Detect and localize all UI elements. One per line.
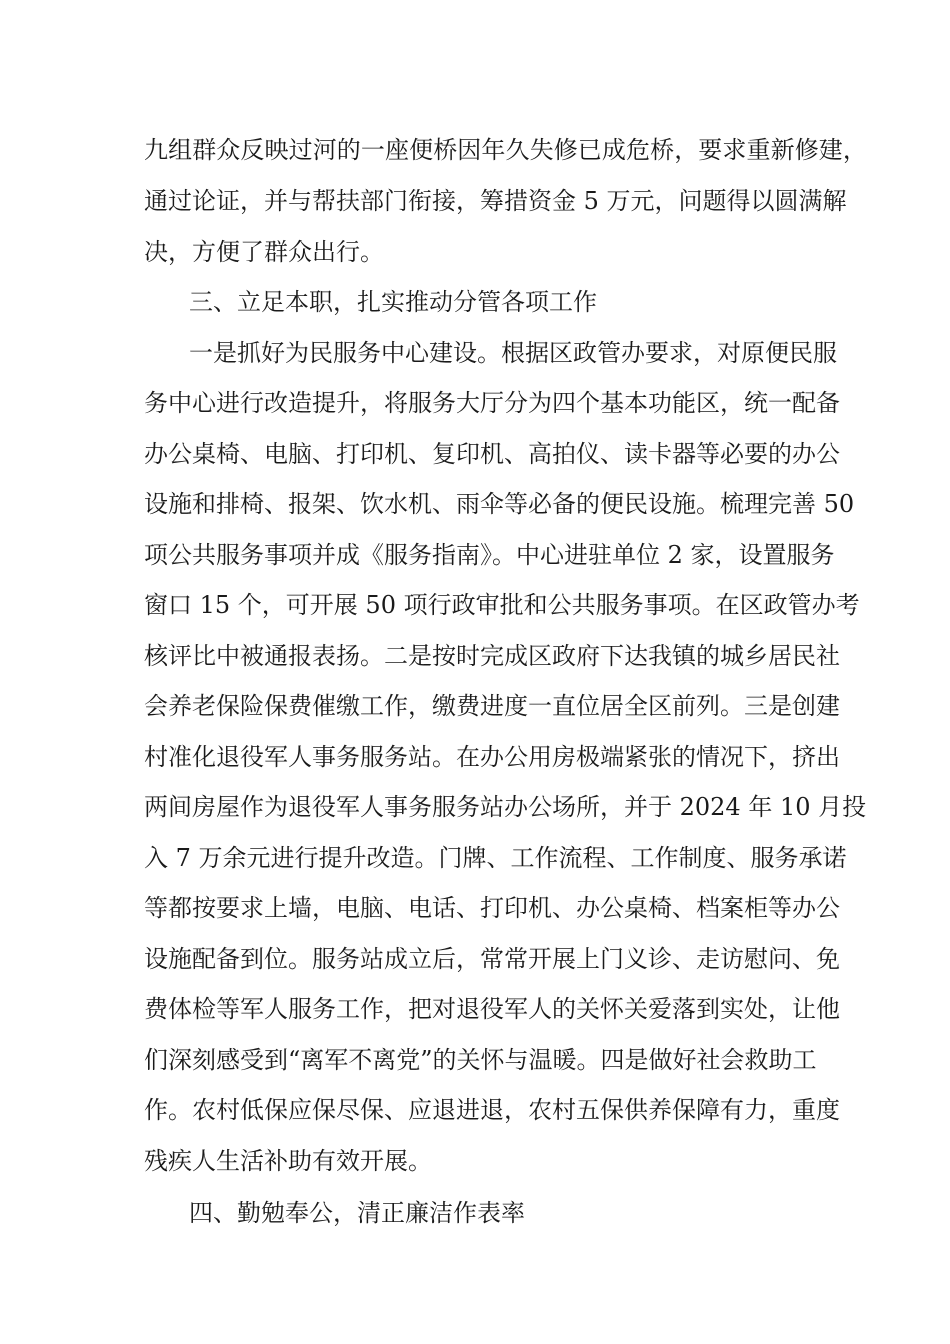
section-heading: 三、立足本职，扎实推动分管各项工作 bbox=[189, 288, 597, 316]
paragraph-line: 九组群众反映过河的一座便桥因年久失修已成危桥，要求重新修建， bbox=[144, 136, 867, 164]
paragraph-line: 设施配备到位。服务站成立后，常常开展上门义诊、走访慰问、免 bbox=[144, 945, 840, 973]
paragraph-line: 等都按要求上墙，电脑、电话、打印机、办公桌椅、档案柜等办公 bbox=[144, 894, 840, 922]
paragraph-line: 通过论证，并与帮扶部门衔接，筹措资金 5 万元，问题得以圆满解 bbox=[144, 187, 847, 215]
paragraph-line: 决，方便了群众出行。 bbox=[144, 238, 384, 266]
paragraph-line: 村准化退役军人事务服务站。在办公用房极端紧张的情况下，挤出 bbox=[144, 743, 840, 771]
paragraph-line: 核评比中被通报表扬。二是按时完成区政府下达我镇的城乡居民社 bbox=[144, 642, 840, 670]
paragraph-line: 两间房屋作为退役军人事务服务站办公场所，并于 2024 年 10 月投 bbox=[144, 793, 867, 821]
paragraph-line: 设施和排椅、报架、饮水机、雨伞等必备的便民设施。梳理完善 50 bbox=[144, 490, 855, 518]
paragraph-line: 会养老保险保费催缴工作，缴费进度一直位居全区前列。三是创建 bbox=[144, 692, 840, 720]
paragraph-line: 入 7 万余元进行提升改造。门牌、工作流程、工作制度、服务承诺 bbox=[144, 844, 847, 872]
paragraph-line: 项公共服务事项并成《服务指南》。中心进驻单位 2 家，设置服务 bbox=[144, 541, 835, 569]
paragraph-line: 残疾人生活补助有效开展。 bbox=[144, 1147, 432, 1175]
paragraph-line: 们深刻感受到“离军不离党”的关怀与温暖。四是做好社会救助工 bbox=[144, 1046, 817, 1074]
paragraph-line: 一是抓好为民服务中心建设。根据区政管办要求，对原便民服 bbox=[189, 339, 837, 367]
section-heading: 四、勤勉奉公，清正廉洁作表率 bbox=[189, 1199, 525, 1227]
paragraph-line: 窗口 15 个，可开展 50 项行政审批和公共服务事项。在区政管办考 bbox=[144, 591, 860, 619]
paragraph-line: 办公桌椅、电脑、打印机、复印机、高拍仪、读卡器等必要的办公 bbox=[144, 440, 840, 468]
paragraph-line: 作。农村低保应保尽保、应退进退，农村五保供养保障有力，重度 bbox=[144, 1096, 840, 1124]
paragraph-line: 费体检等军人服务工作，把对退役军人的关怀关爱落到实处，让他 bbox=[144, 995, 840, 1023]
paragraph-line: 务中心进行改造提升，将服务大厅分为四个基本功能区，统一配备 bbox=[144, 389, 840, 417]
